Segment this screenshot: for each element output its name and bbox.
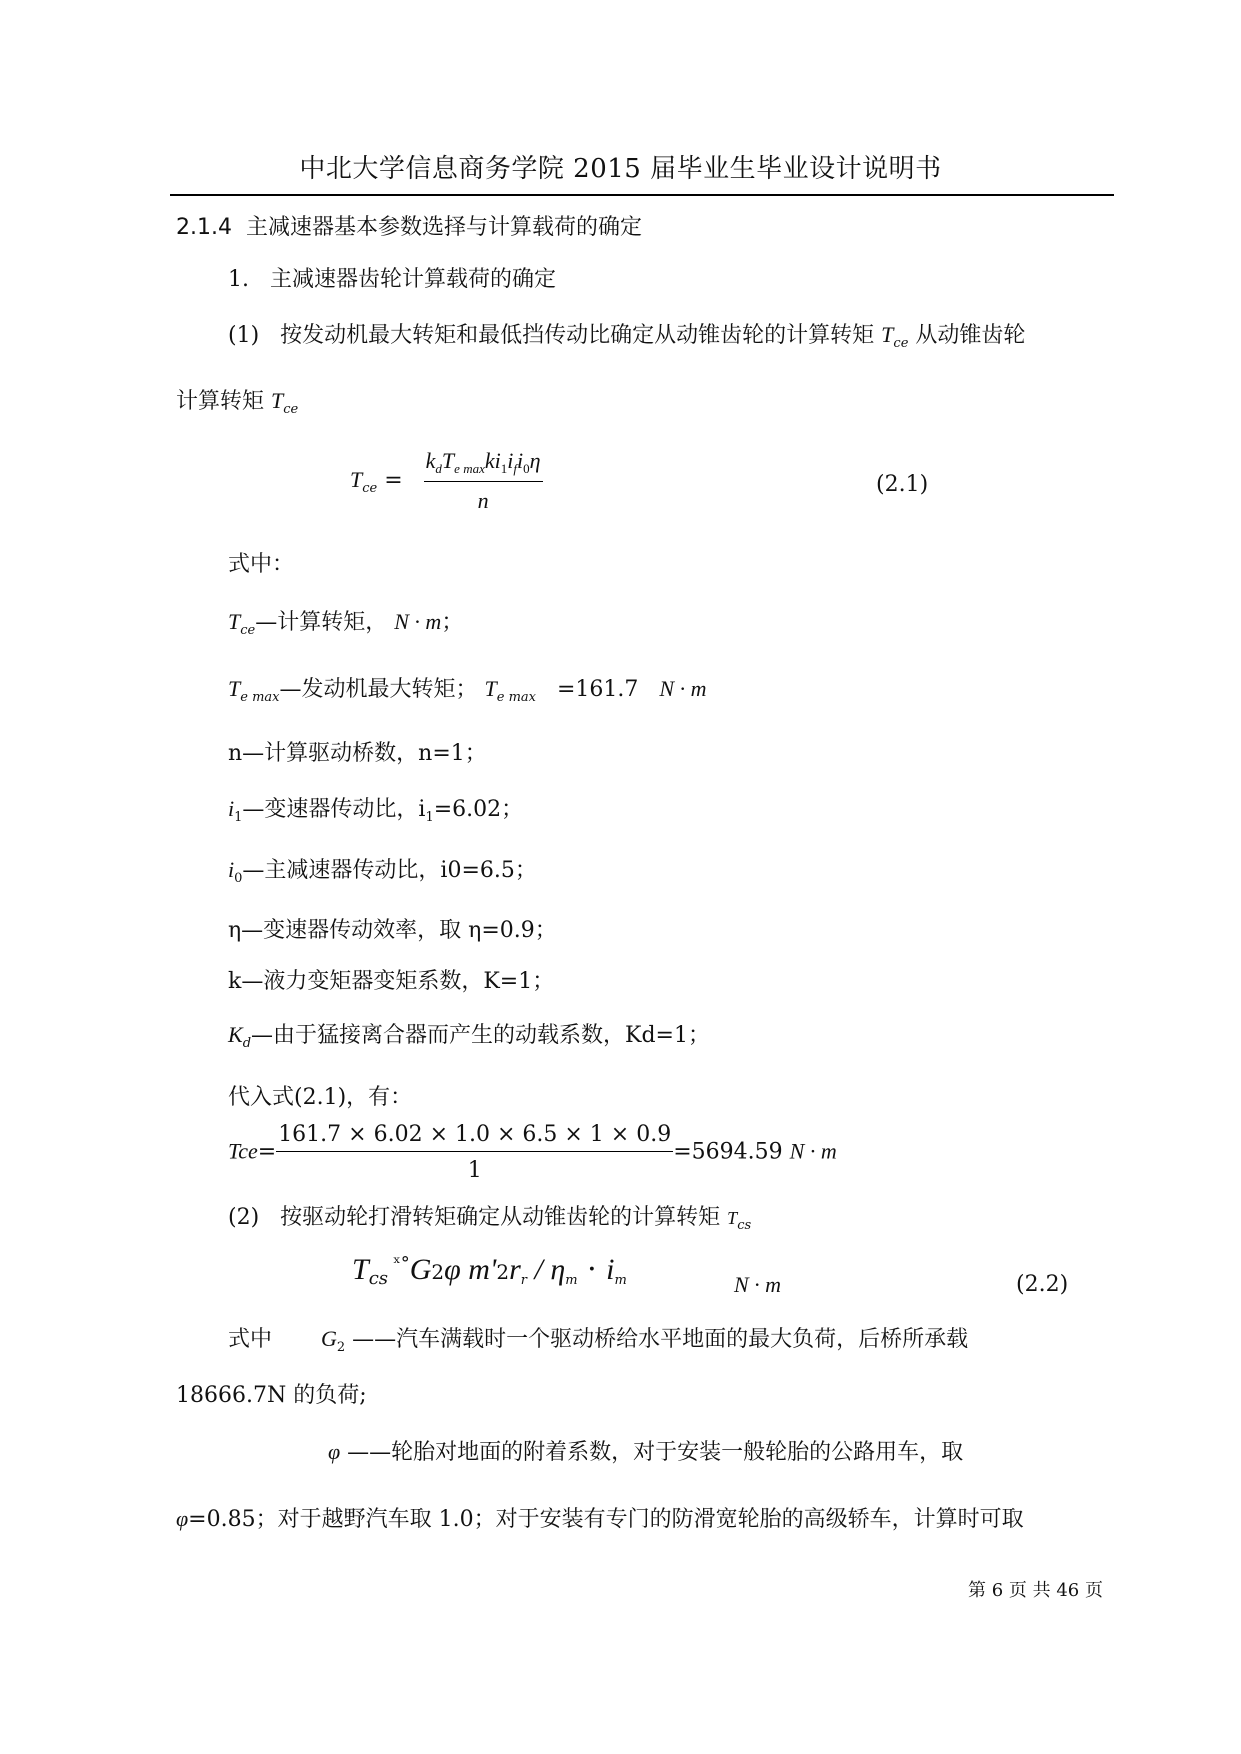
calc-unit: N · m — [789, 1138, 837, 1164]
symbol-t: T — [271, 388, 284, 413]
section-title: 主减速器基本参数选择与计算载荷的确定 — [245, 215, 642, 240]
eq2-r: r — [509, 1253, 521, 1286]
substitute-text: 代入式(2.1)，有： — [228, 1085, 413, 1110]
equation-2-1-number: (2.1) — [876, 472, 929, 497]
header-rule — [170, 194, 1114, 196]
eq2-dot: · — [577, 1252, 607, 1287]
eq2-lhs-sub: cs — [368, 1268, 389, 1289]
symbol-phi: φ — [328, 1439, 341, 1464]
def-k: k—液力变矩器变矩系数，K=1； — [228, 969, 555, 994]
paragraph-3-text: ——汽车满载时一个驱动桥给水平地面的最大负荷，后桥所承载 — [352, 1327, 969, 1352]
where-label: 式中： — [228, 552, 295, 577]
item-1 — [228, 262, 556, 293]
def-i1: $i_1—$变速器传动比，$i_1=6.02$； — [228, 796, 524, 825]
symbol-t-sub: ce — [283, 402, 299, 417]
def-n: n—计算驱动桥数，n=1； — [228, 741, 487, 766]
eq2-unit: N · m — [734, 1272, 782, 1297]
def-eta: η—变速器传动效率，取 η=0.9； — [228, 918, 557, 943]
eq2-garbled-symbol: ˣ° — [393, 1253, 410, 1274]
eq2-r-sub: r — [520, 1273, 527, 1288]
page-header: 中北大学信息商务学院 2015 届毕业生毕业设计说明书 — [299, 154, 942, 184]
calc-numerator: 161.7 × 6.02 × 1.0 × 6.5 × 1 × 0.9 — [276, 1122, 673, 1152]
eq2-lhs: T — [352, 1253, 369, 1286]
paragraph-1-line-2 — [176, 384, 298, 417]
eq1-lhs-sub: ce — [362, 481, 378, 496]
eq2-g-sub: 2 — [431, 1260, 445, 1284]
symbol-phi-2: φ — [176, 1506, 189, 1531]
def-tce: $T_{ce}—$计算转矩， N · m； — [228, 609, 464, 638]
eq2-eta: η — [550, 1253, 566, 1286]
paragraph-3-line-2: 18666.7N 的负荷; — [176, 1383, 367, 1408]
section-heading — [176, 210, 642, 241]
eq1-numerator: $k_dT_{e max}ki_1i_fi_0\eta$ — [424, 448, 543, 482]
symbol-g2-sub: 2 — [336, 1340, 346, 1355]
paragraph-3-label: 式中 — [228, 1327, 273, 1352]
calc-equals: = — [257, 1139, 277, 1165]
paragraph-2-label: (2) — [228, 1205, 260, 1230]
calc-lhs: Tce — [228, 1138, 258, 1164]
paragraph-2-text: 按驱动轮打滑转矩确定从动锥齿轮的计算转矩 — [280, 1205, 721, 1230]
eq2-m: m' — [460, 1253, 497, 1286]
def-kd: $K_d—$由于猛接离合器而产生的动载系数，Kd=1； — [228, 1022, 710, 1051]
paragraph-1-line-1 — [228, 318, 1025, 351]
page-footer: 第 6 页 共 46 页 — [968, 1580, 1103, 1601]
def-temax: $T_{e max}—$发动机最大转矩； $T_{e max}$ =161.7 N · m — [228, 676, 707, 705]
eq2-i: i — [606, 1253, 615, 1286]
paragraph-3-line-1 — [228, 1322, 968, 1355]
section-number: 2.1.4 — [176, 215, 232, 240]
def-i0: $i_0—$主减速器传动比，i0=6.5； — [228, 857, 537, 886]
item-1-text: 主减速器齿轮计算载荷的确定 — [269, 267, 556, 292]
calc-result: =5694.59 — [673, 1139, 783, 1165]
symbol-t: T — [881, 322, 894, 347]
paragraph-1-line-2-text: 计算转矩 — [176, 389, 265, 414]
eq1-lhs: T — [350, 467, 363, 492]
paragraph-4-text: ——轮胎对地面的附着系数，对于安装一般轮胎的公路用车，取 — [347, 1440, 964, 1465]
symbol-g2: G — [320, 1326, 337, 1351]
eq1-denominator: n — [477, 488, 489, 513]
paragraph-1-text-a: 按发动机最大转矩和最低挡传动比确定从动锥齿轮的计算转矩 — [280, 323, 875, 348]
paragraph-4-line-1 — [328, 1435, 963, 1466]
calc-fraction — [276, 1122, 673, 1183]
eq2-m-sub: 2 — [496, 1260, 510, 1284]
paragraph-4-line-2-text: =0.85；对于越野汽车取 1.0；对于安装有专门的防滑宽轮胎的高级轿车，计算时可取 — [188, 1507, 1024, 1532]
eq2-phi: φ — [444, 1253, 461, 1286]
calc-denominator: 1 — [467, 1158, 482, 1183]
item-1-number: 1. — [228, 267, 249, 292]
paragraph-1-label: (1) — [228, 323, 260, 348]
eq2-slash: / — [527, 1253, 551, 1286]
eq1-fraction — [424, 448, 543, 514]
equation-2-1 — [350, 448, 543, 514]
paragraph-4-line-2 — [176, 1502, 1024, 1533]
eq2-i-sub: m — [614, 1273, 627, 1288]
symbol-tcs-sub: cs — [737, 1218, 752, 1233]
calc-equation — [228, 1122, 837, 1183]
paragraph-2 — [228, 1200, 751, 1233]
symbol-tcs: T — [727, 1208, 738, 1228]
eq2-g: G — [409, 1253, 432, 1286]
equation-2-2 — [352, 1252, 627, 1289]
symbol-t-sub: ce — [893, 336, 909, 351]
paragraph-1-text-b: 从动锥齿轮 — [915, 323, 1026, 348]
eq1-equals: = — [384, 468, 403, 493]
equation-2-2-number: (2.2) — [1016, 1272, 1069, 1297]
eq2-eta-sub: m — [565, 1273, 578, 1288]
